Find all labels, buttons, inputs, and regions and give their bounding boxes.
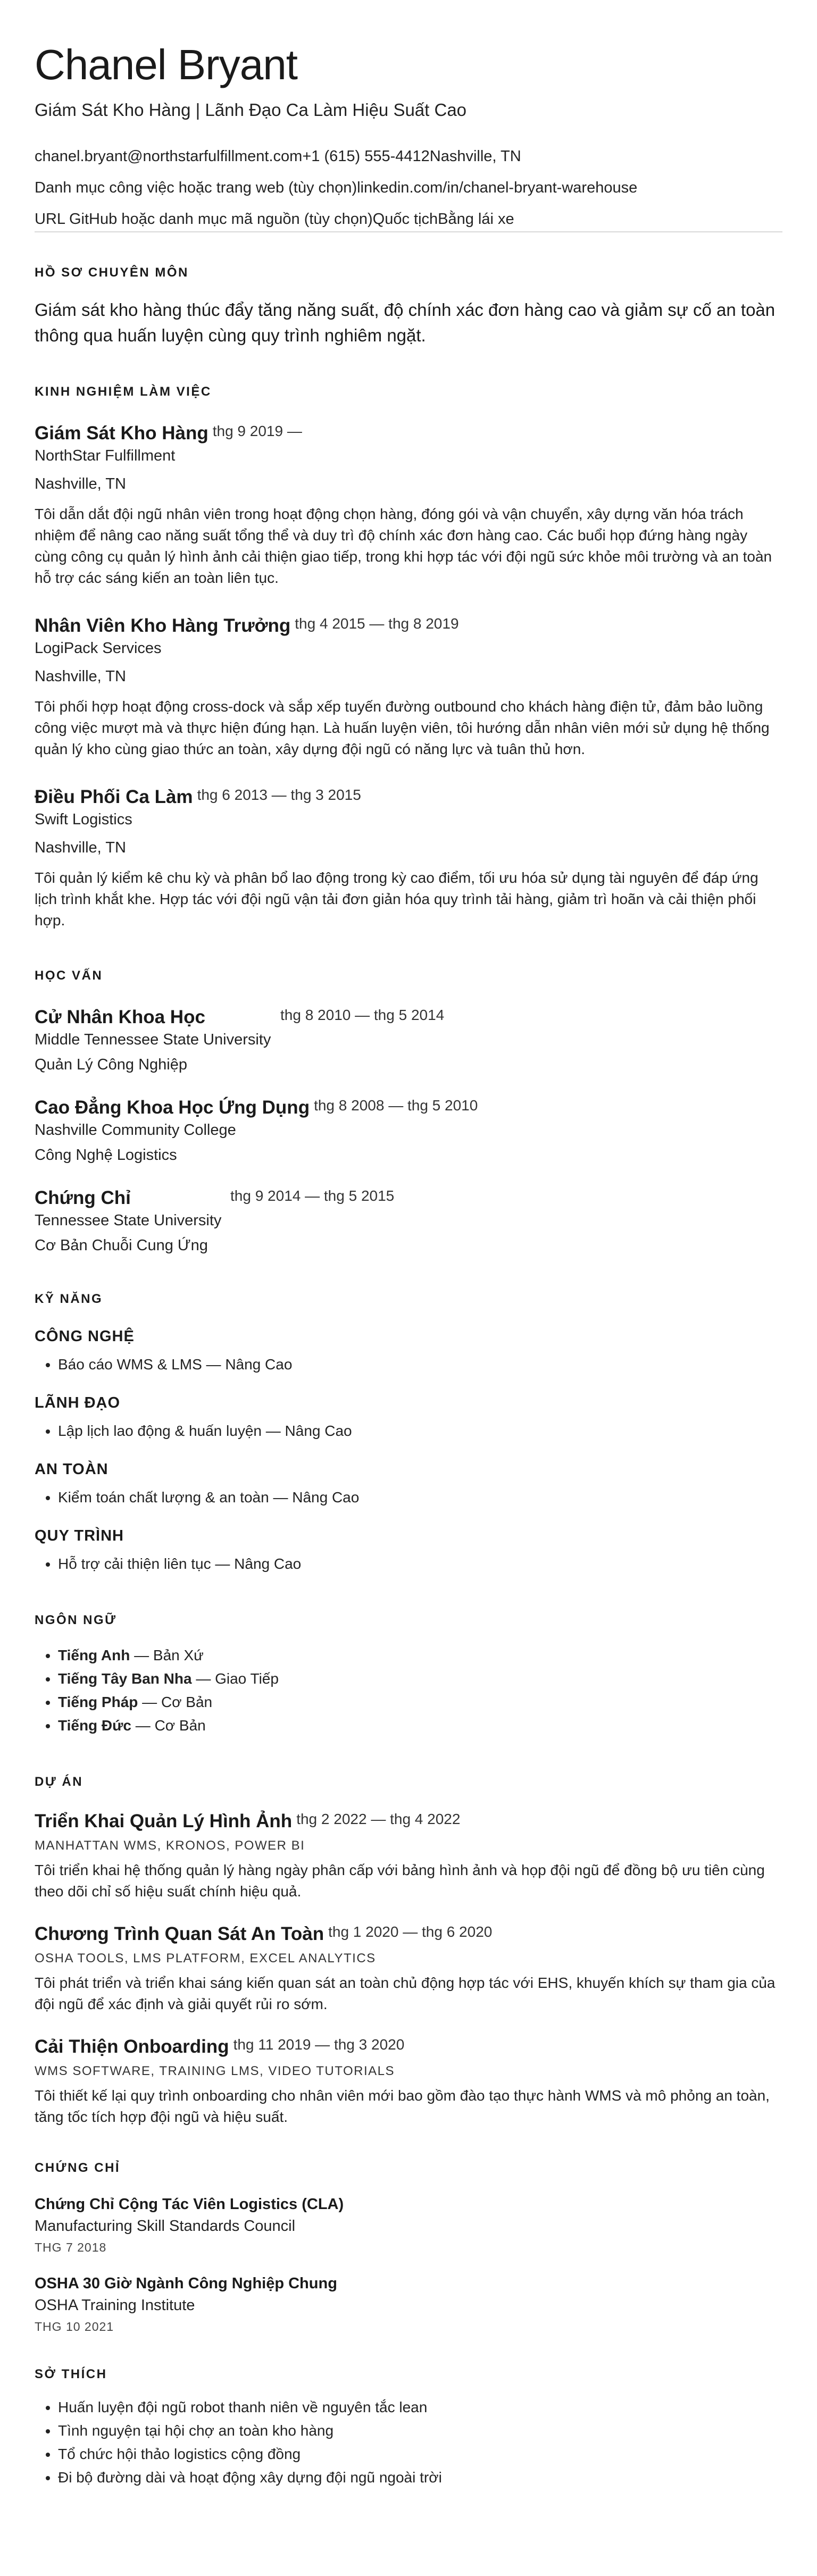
skill-item: • Lập lịch lao động & huấn luyện — Nâng Cao: [58, 1419, 782, 1443]
skills-section: [35, 1292, 782, 1576]
job-title: Điều Phối Ca Làm: [35, 787, 193, 807]
degree-title: Cử Nhân Khoa Học: [35, 1007, 205, 1027]
project-dates: thg 2 2022 — thg 4 2022: [296, 1811, 461, 1827]
project-dates: thg 1 2020 — thg 6 2020: [328, 1923, 493, 1940]
certification-issuer: OSHA Training Institute: [35, 2297, 195, 2314]
job-location: Nashville, TN: [35, 839, 126, 856]
skill-item: • Báo cáo WMS & LMS — Nâng Cao: [58, 1353, 782, 1376]
experience-entry: [35, 423, 782, 589]
project-entry: [35, 1923, 782, 2015]
skill-item: • Hỗ trợ cải thiện liên tục — Nâng Cao: [58, 1552, 782, 1576]
education-section-title: HỌC VẤN: [35, 968, 103, 983]
job-location: Nashville, TN: [35, 668, 126, 685]
degree-title: Chứng Chỉ: [35, 1187, 131, 1208]
language-name: Tiếng Đức: [58, 1717, 132, 1734]
interest-item: • Đi bộ đường dài và hoạt động xây dựng đội ngũ ngoài trời: [58, 2466, 782, 2489]
skill-category: AN TOÀN: [35, 1461, 109, 1478]
project-title: Cải Thiện Onboarding: [35, 2036, 229, 2057]
interest-item: • Tổ chức hội thảo logistics cộng đồng: [58, 2443, 782, 2466]
candidate-headline: Giám Sát Kho Hàng | Lãnh Đạo Ca Làm Hiệu Suất Cao: [35, 100, 467, 120]
language-level: — Cơ Bản: [131, 1717, 206, 1734]
profile-section: [35, 265, 782, 348]
certification-name: Chứng Chỉ Cộng Tác Viên Logistics (CLA): [35, 2196, 344, 2213]
field-of-study: Quản Lý Công Nghiệp: [35, 1056, 187, 1073]
interest-item: • Huấn luyện đội ngũ robot thanh niên về nguyên tắc lean: [58, 2396, 782, 2419]
job-company: LogiPack Services: [35, 640, 162, 657]
job-description: Tôi dẫn dắt đội ngũ nhân viên trong hoạt động chọn hàng, đóng gói và vận chuyển, xây dựng văn hóa trách nhiệm để nâng cao năng suất tổng thể và duy trì độ chính xác đơn hàng cao. Các buổi họp đứng hàng ngày cùng công cụ quản lý hình ảnh cải thiện giao tiếp, trong khi hợp tác với đội ngũ sức khỏe môi trường và an toàn hỗ trợ các sáng kiến an toàn liên tục.: [35, 506, 772, 586]
skill-category: CÔNG NGHỆ: [35, 1328, 135, 1345]
experience-entry: [35, 787, 782, 931]
interest-item: • Tình nguyện tại hội chợ an toàn kho hàng: [58, 2419, 782, 2443]
profile-summary: Giám sát kho hàng thúc đẩy tăng năng suất, độ chính xác đơn hàng cao và giảm sự cố an toàn thông qua huấn luyện cùng quy trình nghiêm ngặt.: [35, 300, 776, 345]
job-dates: thg 9 2019 —: [212, 423, 302, 439]
school-name: Tennessee State University: [35, 1212, 222, 1229]
school-name: Nashville Community College: [35, 1122, 236, 1139]
project-dates: thg 11 2019 — thg 3 2020: [233, 2036, 405, 2053]
language-name: Tiếng Anh: [58, 1647, 130, 1663]
skill-item: • Kiểm toán chất lượng & an toàn — Nâng Cao: [58, 1486, 782, 1509]
education-entry: [35, 1097, 782, 1164]
project-description: Tôi triển khai hệ thống quản lý hàng ngày phân cấp với bảng hình ảnh và họp đội ngũ để đồng bộ ưu tiên cùng theo dõi chỉ số hiệu suất chính hiệu quả.: [35, 1862, 765, 1900]
education-entry: [35, 1007, 782, 1074]
language-item: [58, 1667, 782, 1691]
project-description: Tôi thiết kế lại quy trình onboarding cho nhân viên mới bao gồm đào tạo thực hành WMS và mô phỏng an toàn, tăng tốc tích hợp đội ngũ và hiệu suất.: [35, 2087, 770, 2125]
project-title: Triển Khai Quản Lý Hình Ảnh: [35, 1811, 293, 1831]
projects-section-title: DỰ ÁN: [35, 1775, 84, 1789]
language-level: — Cơ Bản: [138, 1694, 213, 1710]
education-entry: [35, 1187, 782, 1254]
header-divider: [35, 231, 782, 232]
project-tags: WMS SOFTWARE, TRAINING LMS, VIDEO TUTORIALS: [35, 2064, 395, 2078]
project-entry: [35, 2036, 782, 2128]
skills-section-title: KỸ NĂNG: [35, 1292, 103, 1306]
certification-entry: [35, 2275, 782, 2334]
experience-entry: [35, 615, 782, 760]
certification-date: THG 10 2021: [35, 2320, 114, 2334]
job-description: Tôi phối hợp hoạt động cross-dock và sắp xếp tuyến đường outbound cho khách hàng điện tử, đảm bảo luồng công việc mượt mà và thực hiện đúng hạn. Là huấn luyện viên, tôi hướng dẫn nhân viên mới sử dụng hệ thống quản lý kho cùng giao thức an toàn, xây dựng đội ngũ có năng lực và tuân thủ hơn.: [35, 698, 770, 757]
skill-group: [35, 1328, 782, 1376]
job-title: Nhân Viên Kho Hàng Trưởng: [35, 615, 291, 636]
field-of-study: Cơ Bản Chuỗi Cung Ứng: [35, 1237, 208, 1254]
interests-section-title: SỞ THÍCH: [35, 2367, 107, 2381]
experience-section: [35, 384, 782, 931]
contact-line-3: URL GitHub hoặc danh mục mã nguồn (tùy chọn)Quốc tịchBằng lái xe: [35, 211, 514, 228]
certifications-section: [35, 2161, 782, 2334]
languages-section-title: NGÔN NGỮ: [35, 1613, 117, 1627]
school-name: Middle Tennessee State University: [35, 1031, 271, 1048]
job-location: Nashville, TN: [35, 475, 126, 492]
certifications-section-title: CHỨNG CHỈ: [35, 2161, 121, 2175]
certification-entry: [35, 2196, 782, 2255]
job-dates: thg 6 2013 — thg 3 2015: [197, 787, 361, 803]
project-tags: OSHA TOOLS, LMS PLATFORM, EXCEL ANALYTICS: [35, 1951, 376, 1966]
projects-section: [35, 1775, 782, 2128]
language-level: — Bản Xứ: [130, 1647, 204, 1663]
certification-date: THG 7 2018: [35, 2240, 107, 2254]
language-name: Tiếng Pháp: [58, 1694, 138, 1710]
education-section: [35, 968, 782, 1254]
skill-category: LÃNH ĐẠO: [35, 1394, 121, 1411]
experience-section-title: KINH NGHIỆM LÀM VIỆC: [35, 384, 212, 399]
certification-issuer: Manufacturing Skill Standards Council: [35, 2218, 296, 2235]
job-dates: thg 4 2015 — thg 8 2019: [295, 615, 459, 632]
profile-section-title: HỒ SƠ CHUYÊN MÔN: [35, 265, 189, 280]
skill-group: [35, 1461, 782, 1509]
job-company: Swift Logistics: [35, 811, 132, 828]
skill-group: [35, 1394, 782, 1443]
job-title: Giám Sát Kho Hàng: [35, 423, 209, 444]
candidate-name: Chanel Bryant: [35, 41, 297, 88]
job-description: Tôi quản lý kiểm kê chu kỳ và phân bổ lao động trong kỳ cao điểm, tối ưu hóa sử dụng tài nguyên để đáp ứng lịch trình khắt khe. Hợp tác với đội ngũ vận tải đơn giản hóa quy trình tải hàng, giảm trì hoãn và cải thiện phối hợp.: [35, 869, 758, 929]
skill-category: QUY TRÌNH: [35, 1527, 124, 1544]
job-company: NorthStar Fulfillment: [35, 447, 176, 464]
language-item: [58, 1644, 782, 1667]
language-name: Tiếng Tây Ban Nha: [58, 1670, 192, 1687]
education-dates: thg 8 2010 — thg 5 2014: [280, 1007, 445, 1023]
languages-section: [35, 1613, 782, 1737]
language-item: [58, 1691, 782, 1714]
language-item: [58, 1714, 782, 1737]
certification-name: OSHA 30 Giờ Ngành Công Nghiệp Chung: [35, 2275, 337, 2292]
skill-group: [35, 1527, 782, 1576]
education-dates: thg 9 2014 — thg 5 2015: [230, 1187, 395, 1204]
field-of-study: Công Nghệ Logistics: [35, 1147, 177, 1164]
contact-line-1: chanel.bryant@northstarfulfillment.com+1 (615) 555-4412Nashville, TN: [35, 148, 521, 165]
project-entry: [35, 1811, 782, 1902]
education-dates: thg 8 2008 — thg 5 2010: [314, 1097, 478, 1114]
project-title: Chương Trình Quan Sát An Toàn: [35, 1923, 324, 1944]
contact-line-2: Danh mục công việc hoặc trang web (tùy chọn)linkedin.com/in/chanel-bryant-warehouse: [35, 179, 638, 196]
degree-title: Cao Đẳng Khoa Học Ứng Dụng: [35, 1097, 310, 1118]
language-level: — Giao Tiếp: [191, 1670, 279, 1687]
project-description: Tôi phát triển và triển khai sáng kiến quan sát an toàn chủ động hợp tác với EHS, khuyến khích sự tham gia của đội ngũ để xác định và giải quyết rủi ro sớm.: [35, 1975, 776, 2012]
project-tags: MANHATTAN WMS, KRONOS, POWER BI: [35, 1838, 305, 1853]
interests-section: [35, 2367, 782, 2489]
